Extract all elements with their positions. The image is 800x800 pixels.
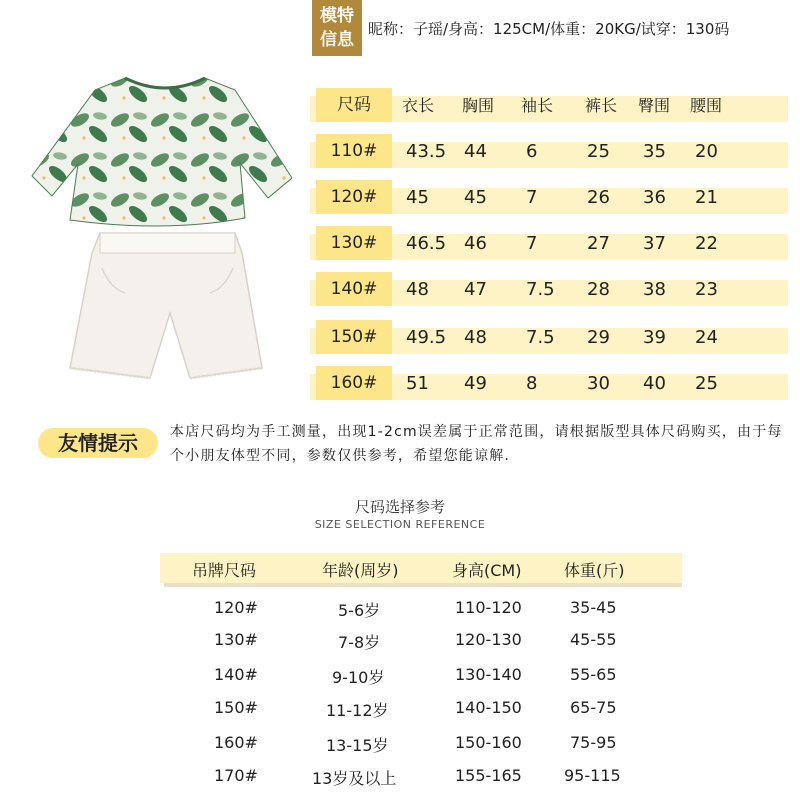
- header-length: 衣长: [402, 96, 435, 115]
- row-waist: 23: [695, 279, 718, 300]
- row-length: 51: [406, 373, 429, 394]
- ref-height: 150-160: [455, 733, 522, 752]
- header-pants-length: 裤长: [585, 96, 618, 115]
- row-chest: 45: [464, 187, 487, 208]
- reference-header-shadow: [164, 583, 682, 587]
- ref-height: 120-130: [455, 630, 522, 649]
- row-hip: 35: [643, 141, 666, 162]
- model-info-text: 昵称：子瑶/身高：125CM/体重：20KG/试穿：130码: [368, 20, 730, 38]
- row-length: 43.5: [406, 141, 447, 162]
- size-table-row: [310, 132, 788, 172]
- row-hip: 39: [643, 327, 666, 348]
- model-badge-line2: 信息: [320, 30, 354, 50]
- ref-height: 155-165: [455, 766, 522, 785]
- row-pants-length: 28: [587, 279, 610, 300]
- row-chest: 49: [464, 373, 487, 394]
- reference-title: 尺码选择参考: [354, 498, 445, 516]
- row-hip: 36: [643, 187, 666, 208]
- header-size-label: 尺码: [316, 88, 392, 122]
- row-length: 49.5: [406, 327, 447, 348]
- ref-age: 13-15岁: [326, 736, 389, 755]
- size-table-row: [310, 364, 788, 404]
- row-hip: 40: [643, 373, 666, 394]
- ref-header-age: 年龄(周岁): [322, 561, 399, 580]
- header-hip: 臀围: [638, 96, 671, 115]
- row-chest: 46: [464, 233, 487, 254]
- row-size: 120#: [316, 180, 392, 214]
- row-waist: 20: [695, 141, 718, 162]
- row-length: 48: [406, 279, 429, 300]
- row-chest: 44: [464, 141, 487, 162]
- ref-tag-size: 130#: [214, 630, 258, 649]
- ref-height: 110-120: [455, 598, 522, 617]
- ref-weight: 55-65: [570, 665, 617, 684]
- header-chest: 胸围: [462, 96, 495, 115]
- row-pants-length: 29: [587, 327, 610, 348]
- ref-weight: 65-75: [570, 698, 617, 717]
- row-chest: 48: [464, 327, 487, 348]
- row-sleeve: 7.5: [526, 279, 555, 300]
- ref-age: 13岁及以上: [312, 769, 397, 788]
- floral-top: [32, 78, 292, 226]
- row-hip: 37: [643, 233, 666, 254]
- header-waist: 腰围: [690, 96, 723, 115]
- white-shorts: [70, 233, 262, 378]
- reference-subtitle: SIZE SELECTION REFERENCE: [314, 518, 486, 531]
- product-image: [30, 68, 300, 398]
- ref-height: 140-150: [455, 698, 522, 717]
- header-sleeve: 袖长: [521, 96, 554, 115]
- size-table-row: [310, 224, 788, 264]
- row-waist: 22: [695, 233, 718, 254]
- ref-tag-size: 140#: [214, 665, 258, 684]
- ref-weight: 75-95: [570, 733, 617, 752]
- row-waist: 21: [695, 187, 718, 208]
- row-pants-length: 27: [587, 233, 610, 254]
- ref-tag-size: 170#: [214, 766, 258, 785]
- size-table-row: [310, 318, 788, 358]
- row-pants-length: 25: [587, 141, 610, 162]
- tip-label: 友情提示: [38, 428, 158, 458]
- row-sleeve: 7: [526, 233, 538, 254]
- row-length: 46.5: [406, 233, 447, 254]
- ref-age: 11-12岁: [326, 701, 389, 720]
- row-pants-length: 26: [587, 187, 610, 208]
- row-sleeve: 7.5: [526, 327, 555, 348]
- ref-header-weight: 体重(斤): [564, 561, 625, 580]
- row-waist: 24: [695, 327, 718, 348]
- ref-height: 130-140: [455, 665, 522, 684]
- row-sleeve: 7: [526, 187, 538, 208]
- row-size: 110#: [316, 134, 392, 168]
- row-length: 45: [406, 187, 429, 208]
- model-badge-line1: 模特: [320, 6, 354, 26]
- ref-age: 5-6岁: [338, 601, 381, 620]
- ref-tag-size: 120#: [214, 598, 258, 617]
- row-size: 150#: [316, 320, 392, 354]
- ref-age: 9-10岁: [332, 668, 385, 687]
- size-table-row: [310, 270, 788, 310]
- ref-weight: 35-45: [570, 598, 617, 617]
- row-pants-length: 30: [587, 373, 610, 394]
- ref-tag-size: 160#: [214, 733, 258, 752]
- model-info-badge: [312, 0, 362, 56]
- ref-header-tag-size: 吊牌尺码: [192, 561, 257, 580]
- ref-age: 7-8岁: [338, 633, 381, 652]
- tip-text: 本店尺码均为手工测量，出现1-2cm误差属于正常范围，请根据版型具体尺码购买，由于每个小朋友体型不同，参数仅供参考，希望您能谅解.: [170, 424, 783, 464]
- row-size: 130#: [316, 226, 392, 260]
- row-waist: 25: [695, 373, 718, 394]
- row-size: 140#: [316, 272, 392, 306]
- row-sleeve: 8: [526, 373, 538, 394]
- size-table-header: [310, 86, 788, 126]
- row-sleeve: 6: [526, 141, 538, 162]
- row-size: 160#: [316, 366, 392, 400]
- size-table-row: [310, 178, 788, 218]
- ref-header-height: 身高(CM): [452, 561, 522, 580]
- row-chest: 47: [464, 279, 487, 300]
- ref-weight: 95-115: [564, 766, 621, 785]
- row-hip: 38: [643, 279, 666, 300]
- ref-tag-size: 150#: [214, 698, 258, 717]
- ref-weight: 45-55: [570, 630, 617, 649]
